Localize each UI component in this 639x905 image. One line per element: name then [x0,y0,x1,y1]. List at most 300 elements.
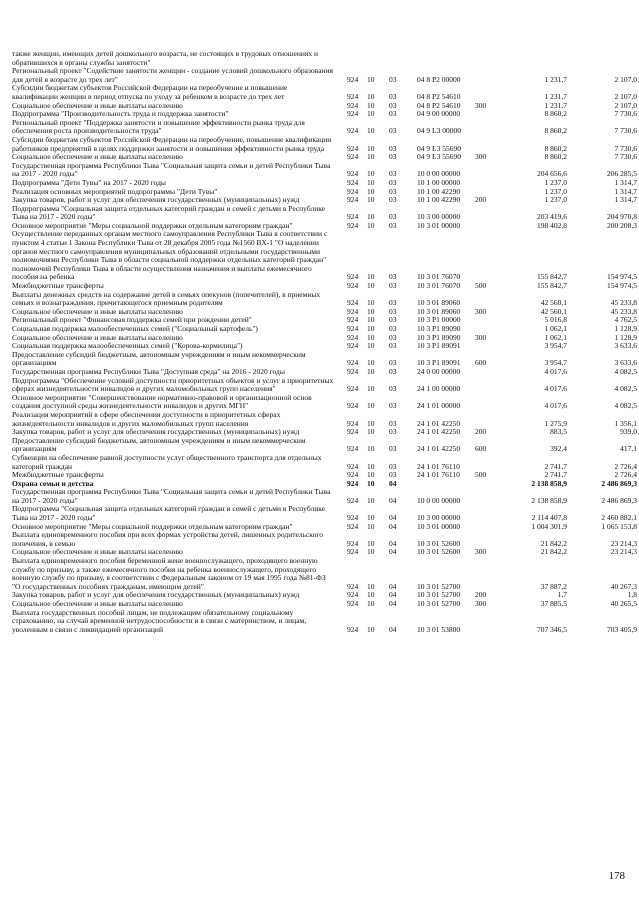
row-gr: 924 [347,281,359,291]
row-pr: 03 [389,100,397,110]
row-rz: 10 [367,444,375,454]
row-name: Подпрограмма "Социальная защита отдельных категорий граждан и семей с детьми в Республике Тыва на 2017 - 2020 годы" [12,203,326,222]
row-gr: 924 [347,495,359,505]
row-amount-2020: 2 107,0 [614,91,637,101]
row-name: Реализация основных мероприятий подпрограммы "Дети Тувы" [12,186,218,196]
row-name: Социальная поддержка малообеспеченных семей ("Социальный картофель") [12,324,258,333]
row-name: Социальное обеспечение и иные выплаты населению [12,547,183,557]
row-amount-2020: 40 267,3 [610,581,637,591]
row-name: Выплата единовременного пособия беременной жене военнослужащего, проходящего военную службу по призыву, а также ежемесячного пособия на ребенка военнослужащего, проходящего военную службу по призыву, в соответствии с Федеральным законом от 19 мая 1995 года №81-ФЗ "О государственных пособиях гражданам, имеющим детей" [12,556,326,591]
row-gr: 924 [347,470,359,480]
row-pr: 03 [389,332,397,342]
row-name: Государственная программа Республики Тыва "Доступная среда" на 2016 - 2020 годы [12,366,285,376]
row-vr [475,205,507,222]
row-amount-2019: 3 954,7 [544,358,567,368]
row-amount-2019: 155 842,7 [537,272,567,282]
row-pr: 03 [389,324,397,333]
table-row [12,505,637,522]
row-rz: 10 [367,143,375,153]
row-csr: 10 1 00 42290 [417,186,461,196]
table-row [12,119,637,136]
row-amount-2020: 1 314,7 [614,177,637,187]
row-amount-2019: 1 275,9 [544,418,567,428]
row-vr [475,505,507,522]
row-csr: 04 9 L3 00000 [417,126,461,136]
row-rz: 10 [367,126,375,136]
row-amount-2020: 1 314,7 [614,186,637,196]
row-amount-2019: 37 885,5 [540,599,567,608]
row-rz: 10 [367,478,375,488]
table-row [12,531,637,548]
row-csr: 24 1 00 00000 [417,384,461,394]
row-gr: 924 [347,143,359,153]
row-rz: 10 [367,513,375,523]
row-amount-2019: 204 656,6 [537,169,567,179]
row-rz: 10 [367,624,375,634]
row-name: Государственная программа Республики Тыва "Социальная защита семьи и детей Республики Тыва на 2017 - 2020 годы" [12,487,331,505]
row-vr: 500 [475,470,487,480]
row-gr: 924 [347,444,359,454]
table-row [12,230,637,282]
row-amount-2019: 1 062,1 [544,324,567,333]
row-csr: 04 9 L3 55690 [417,143,461,153]
row-pr: 03 [389,444,397,454]
table-row [12,162,637,179]
row-name: также женщин, имеющих детей дошкольного возраста, не состоящих в трудовых отношениях и обратившихся в органы службы занятости" [12,49,318,67]
row-pr: 03 [389,212,397,222]
row-gr: 924 [347,152,359,162]
row-name: Социальное обеспечение и иные выплаты населению [12,599,183,608]
row-gr: 924 [347,315,359,325]
row-vr [475,480,507,489]
row-amount-2020: 23 214,3 [610,538,637,548]
row-pr: 03 [389,152,397,162]
row-gr: 924 [347,624,359,634]
row-gr: 924 [347,169,359,179]
row-amount-2020: 7 730,6 [614,152,637,162]
row-csr: 24 1 01 42250 [417,418,461,428]
row-gr: 924 [347,306,359,316]
table-row [12,437,637,454]
row-csr: 10 3 01 52600 [417,538,461,548]
row-gr: 924 [347,599,359,608]
row-amount-2019: 5 016,8 [544,315,567,325]
row-gr: 924 [347,538,359,548]
row-csr: 10 3 P1 89090 [417,324,461,333]
row-csr: 24 1 01 42250 [417,444,461,454]
table-row [12,394,637,411]
row-pr: 03 [389,177,397,187]
row-csr: 04 8 P2 00000 [417,74,461,84]
row-rz: 10 [367,547,375,557]
row-vr [475,179,507,188]
row-name: Основное мероприятие "Совершенствование нормативно-правовой и организационной основ создания доступной среды жизнедеятельности инвалидов и других МГН" [12,392,312,411]
row-amount-2020: 3 633,6 [614,341,637,351]
row-amount-2020: 23 214,3 [610,547,637,557]
row-csr: 10 0 00 00000 [417,495,461,505]
row-vr [475,411,507,428]
row-vr [475,488,507,505]
row-amount-2019: 42 560,1 [540,298,567,308]
row-amount-2020: 204 970,8 [607,212,637,222]
row-gr: 924 [347,109,359,119]
row-amount-2020: 3 633,6 [614,358,637,368]
row-pr: 03 [389,91,397,101]
row-amount-2019: 1 062,1 [544,332,567,342]
row-csr: 10 3 01 52700 [417,581,461,591]
row-amount-2019: 2 138 858,9 [531,478,567,488]
page-number: 178 [608,870,625,882]
row-rz: 10 [367,521,375,531]
row-name: Подпрограмма "Дети Тувы" на 2017 - 2020 годы [12,177,166,187]
row-rz: 10 [367,538,375,548]
row-name: Предоставление субсидий бюджетным, автономным учреждениям и иным некоммерческим организациям [12,349,306,368]
row-gr: 924 [347,513,359,523]
row-pr: 04 [389,495,397,505]
row-amount-2019: 1 231,7 [544,100,567,110]
row-amount-2020: 7 730,6 [614,143,637,153]
row-amount-2020: 4 762,5 [614,315,637,325]
row-name: Подпрограмма "Производительность труда и поддержка занятости" [12,109,229,119]
row-gr: 924 [347,220,359,230]
row-gr [339,50,367,67]
row-vr: 600 [475,358,487,368]
row-vr [475,342,507,351]
row-csr: 24 1 01 42250 [417,427,461,437]
row-pr: 04 [389,590,397,600]
row-name: Основное мероприятие "Меры социальной поддержки отдельным категориям граждан" [12,521,293,531]
table-row [12,411,637,428]
row-gr: 924 [347,461,359,471]
row-name: Предоставление субсидий бюджетным, автономным учреждениям и иным некоммерческим организациям [12,435,306,454]
row-amount-2020: 1,8 [627,590,637,600]
row-name: Субвенции на обеспечение равной доступности услуг общественного транспорта для отдельных категорий граждан [12,452,322,471]
row-vr [475,523,507,532]
table-row [12,377,637,394]
row-name: Региональный проект "Финансовая поддержка семей при рождении детей" [12,315,252,325]
row-pr: 03 [389,169,397,179]
row-amount-2019: 8 860,2 [544,152,567,162]
row-pr: 03 [389,195,397,205]
row-amount-2019: 1 231,7 [544,91,567,101]
row-rz: 10 [367,324,375,333]
row-rz: 10 [367,341,375,351]
row-amount-2020: 939,0 [620,427,637,437]
row-rz: 10 [367,581,375,591]
row-vr [475,557,507,591]
row-amount-2020 [567,50,637,67]
table-row [12,557,637,591]
row-vr: 200 [475,195,487,205]
row-csr: 24 1 01 00000 [417,401,461,411]
row-amount-2019: 198 402,8 [537,220,567,230]
row-amount-2019: 2 138 858,9 [531,495,567,505]
row-rz [367,50,389,67]
row-pr: 03 [389,418,397,428]
row-vr [475,110,507,119]
row-rz: 10 [367,220,375,230]
row-amount-2020: 417,1 [620,444,637,454]
row-name: Региональный проект "Поддержка занятости и повышение эффективности рынка труда для обеспечения роста производительности труда" [12,117,305,136]
row-csr: 10 3 01 76070 [417,281,461,291]
row-name: Подпрограмма "Обеспечение условий доступности приоритетных объектов и услуг в приоритетных сферах жизнедеятельности инвалидов и других маломобильных групп населения" [12,375,334,394]
row-amount-2019 [507,50,567,67]
row-csr: 10 3 01 53800 [417,624,461,634]
table-row [12,205,637,222]
row-gr: 924 [347,590,359,600]
row-amount-2020: 40 265,5 [610,599,637,608]
row-csr: 04 8 P2 54610 [417,100,461,110]
row-gr: 924 [347,427,359,437]
row-amount-2020: 1 356,1 [614,418,637,428]
row-rz: 10 [367,418,375,428]
row-rz: 10 [367,177,375,187]
row-amount-2020: 4 082,5 [614,384,637,394]
row-rz: 10 [367,186,375,196]
row-csr: 10 3 01 00000 [417,521,461,531]
table-row [12,454,637,471]
row-pr: 03 [389,186,397,196]
row-pr: 04 [389,521,397,531]
row-rz: 10 [367,195,375,205]
row-csr: 10 3 P1 89091 [417,341,461,351]
row-rz: 10 [367,109,375,119]
row-name: Межбюджетные трансферты [12,281,104,291]
row-rz: 10 [367,332,375,342]
row-amount-2020: 703 405,9 [607,624,637,634]
row-amount-2020: 2 107,0 [614,100,637,110]
row-csr: 10 3 01 52700 [417,590,461,600]
row-csr: 10 0 00 00000 [417,169,461,179]
row-csr: 24 1 01 76110 [417,461,460,471]
row-amount-2020: 1 314,7 [614,195,637,205]
row-amount-2020: 2 460 882,1 [601,513,637,523]
row-name: Закупка товаров, работ и услуг для обеспечения государственных (муниципальных) нужд [12,195,300,205]
row-vr: 500 [475,281,487,291]
row-pr: 03 [389,220,397,230]
row-pr: 03 [389,427,397,437]
row-name: Субсидии бюджетам субъектов Российской Федерации на переобучение и повышение квалификации женщин в период отпуска по уходу за ребенком в возрасте до трех лет [12,83,288,101]
table-row [12,67,637,84]
row-name: Социальное обеспечение и иные выплаты населению [12,332,183,342]
row-pr: 03 [389,126,397,136]
row-amount-2019: 1 231,7 [544,74,567,84]
row-csr: 10 3 01 89060 [417,298,461,308]
table-row [12,84,637,101]
row-csr: 10 3 01 89060 [417,306,461,316]
row-name: Государственная программа Республики Тыва "Социальная защита семьи и детей Республики Тыва на 2017 - 2020 годы" [12,160,331,179]
row-amount-2020: 4 082,5 [614,401,637,411]
table-row [12,351,637,368]
row-rz: 10 [367,74,375,84]
row-vr [475,84,507,101]
row-pr: 04 [389,624,397,634]
row-rz: 10 [367,384,375,394]
row-vr [475,368,507,377]
row-csr: 10 1 00 00000 [417,177,461,187]
table-body [12,50,637,634]
row-gr: 924 [347,177,359,187]
row-gr: 924 [347,74,359,84]
row-vr [475,291,507,308]
row-name: Социальное обеспечение и иные выплаты населению [12,306,183,316]
row-name: Региональный проект "Содействие занятости женщин - создание условий дошкольного образования для детей в возрасте до трех лет" [12,66,333,84]
row-rz: 10 [367,590,375,600]
row-gr: 924 [347,91,359,101]
row-name: Закупка товаров, работ и услуг для обеспечения государственных (муниципальных) нужд [12,590,300,600]
row-pr: 03 [389,74,397,84]
row-gr: 924 [347,547,359,557]
row-name: Реализация мероприятий в сфере обеспечения доступности в приоритетных сферах жизнедеятельности инвалидов и других маломобильных групп населения [12,409,281,428]
row-pr: 03 [389,341,397,351]
row-pr: 04 [389,513,397,523]
table-row [12,291,637,308]
row-vr [475,531,507,548]
row-vr [475,136,507,153]
row-gr: 924 [347,366,359,376]
row-gr: 924 [347,581,359,591]
row-gr: 924 [347,478,359,488]
row-name: Подпрограмма "Социальная защита отдельных категорий граждан и семей с детьми в Республике Тыва на 2017 - 2020 годы" [12,504,326,523]
row-rz: 10 [367,298,375,308]
row-amount-2019: 883,5 [550,427,567,437]
row-rz: 10 [367,169,375,179]
row-pr: 04 [389,599,397,608]
row-gr: 924 [347,212,359,222]
row-gr: 924 [347,126,359,136]
row-amount-2019: 37 887,2 [540,581,567,591]
row-pr: 03 [389,315,397,325]
row-csr: 10 3 P1 89090 [417,332,461,342]
row-amount-2019: 4 017,6 [544,366,567,376]
row-csr: 10 3 00 00000 [417,513,461,523]
row-amount-2019: 2 741,7 [544,461,567,471]
row-pr [389,50,413,67]
row-name: Осуществление переданных органам местного самоуправления Республики Тыва в соответствии с пунктом 4 статьи 1 Закона Республики Тыва от 28 декабря 2005 года №1560 ВХ-1 "О наделении органов местного самоуправления муниципальных образований отдельными государственными полномочиями Республики Тыва в области социальной поддержки отдельных категорий граждан" полномочий Республики Тыва в области осуществления назначения и выплаты ежемесячного пособия на ребенка [12,229,328,282]
row-amount-2019: 203 419,6 [537,212,567,222]
row-amount-2019: 3 954,7 [544,341,567,351]
row-amount-2019: 155 842,7 [537,281,567,291]
row-vr [475,230,507,282]
row-gr: 924 [347,324,359,333]
row-amount-2020: 7 730,6 [614,126,637,136]
row-csr: 10 3 00 00000 [417,212,461,222]
row-vr [475,454,507,471]
row-amount-2020: 2 486 869,3 [601,478,637,488]
row-csr: 10 3 01 52700 [417,599,461,608]
row-amount-2019: 4 017,6 [544,384,567,394]
row-amount-2020: 45 233,8 [610,306,637,316]
row-gr: 924 [347,341,359,351]
row-rz: 10 [367,461,375,471]
row-vr [475,222,507,231]
row-pr: 03 [389,109,397,119]
row-vr: 600 [475,444,487,454]
row-rz: 10 [367,495,375,505]
row-gr: 924 [347,298,359,308]
row-gr: 924 [347,358,359,368]
row-gr: 924 [347,272,359,282]
row-csr [413,480,475,489]
row-rz: 10 [367,599,375,608]
row-amount-2019: 707 346,5 [537,624,567,634]
row-name: Социальное обеспечение и иные выплаты населению [12,100,183,110]
row-pr: 03 [389,401,397,411]
row-csr: 10 3 01 52600 [417,547,461,557]
row-vr [475,316,507,325]
row-name: Социальная поддержка малообеспеченных семей ("Корова-кормилица") [12,341,243,351]
row-rz: 10 [367,470,375,480]
row-amount-2020: 154 974,5 [607,272,637,282]
row-name: Социальное обеспечение и иные выплаты населению [12,152,183,162]
table-row [12,50,637,67]
row-rz: 10 [367,91,375,101]
row-vr: 300 [475,547,487,557]
row-vr: 300 [475,100,487,110]
row-csr: 10 3 01 76070 [417,272,461,282]
row-amount-2020: 154 974,5 [607,281,637,291]
row-amount-2019: 21 842,2 [540,547,567,557]
row-amount-2019: 4 017,6 [544,401,567,411]
row-rz: 10 [367,427,375,437]
row-gr: 924 [347,100,359,110]
row-name: Выплаты денежных средств на содержание детей в семьях опекунов (попечителей), в приемных семьях и вознаграждения, причитающегося приемным родителям [12,289,321,308]
row-amount-2019: 2 114 407,8 [531,513,567,523]
row-amount-2020: 1 128,9 [614,332,637,342]
row-pr: 03 [389,470,397,480]
row-name: Основное мероприятие "Меры социальной поддержки отдельным категориям граждан" [12,220,293,230]
row-amount-2019: 1 237,0 [544,195,567,205]
row-csr: 24 0 00 00000 [417,366,461,376]
row-vr [475,162,507,179]
table-row [12,136,637,153]
row-name: Охрана семьи и детства [12,478,94,488]
row-amount-2019: 42 560,1 [540,306,567,316]
row-vr: 200 [475,427,487,437]
row-rz: 10 [367,366,375,376]
row-vr: 300 [475,332,487,342]
row-gr: 924 [347,401,359,411]
row-csr: 10 3 P1 89091 [417,358,461,368]
row-vr [475,50,507,67]
row-pr: 04 [389,547,397,557]
row-csr: 04 9 00 00000 [417,109,461,119]
row-pr: 03 [389,306,397,316]
row-gr: 924 [347,195,359,205]
row-amount-2020: 1 128,9 [614,324,637,333]
row-rz: 10 [367,152,375,162]
row-name: Закупка товаров, работ и услуг для обеспечения государственных (муниципальных) нужд [12,427,300,437]
row-vr: 300 [475,306,487,316]
row-vr [475,67,507,84]
row-rz: 10 [367,272,375,282]
row-pr: 03 [389,281,397,291]
row-amount-2020: 206 285,5 [607,169,637,179]
row-csr: 10 3 01 00000 [417,220,461,230]
row-gr: 924 [347,186,359,196]
row-amount-2019: 1 237,0 [544,177,567,187]
row-csr: 04 8 P2 54610 [417,91,461,101]
row-rz: 10 [367,281,375,291]
row-amount-2019: 21 842,2 [540,538,567,548]
row-rz: 10 [367,100,375,110]
row-pr: 03 [389,384,397,394]
row-pr: 03 [389,143,397,153]
row-amount-2019: 1,7 [557,590,567,600]
row-amount-2020: 2 726,4 [614,461,637,471]
row-gr: 924 [347,384,359,394]
row-amount-2020: 2 107,0 [614,74,637,84]
